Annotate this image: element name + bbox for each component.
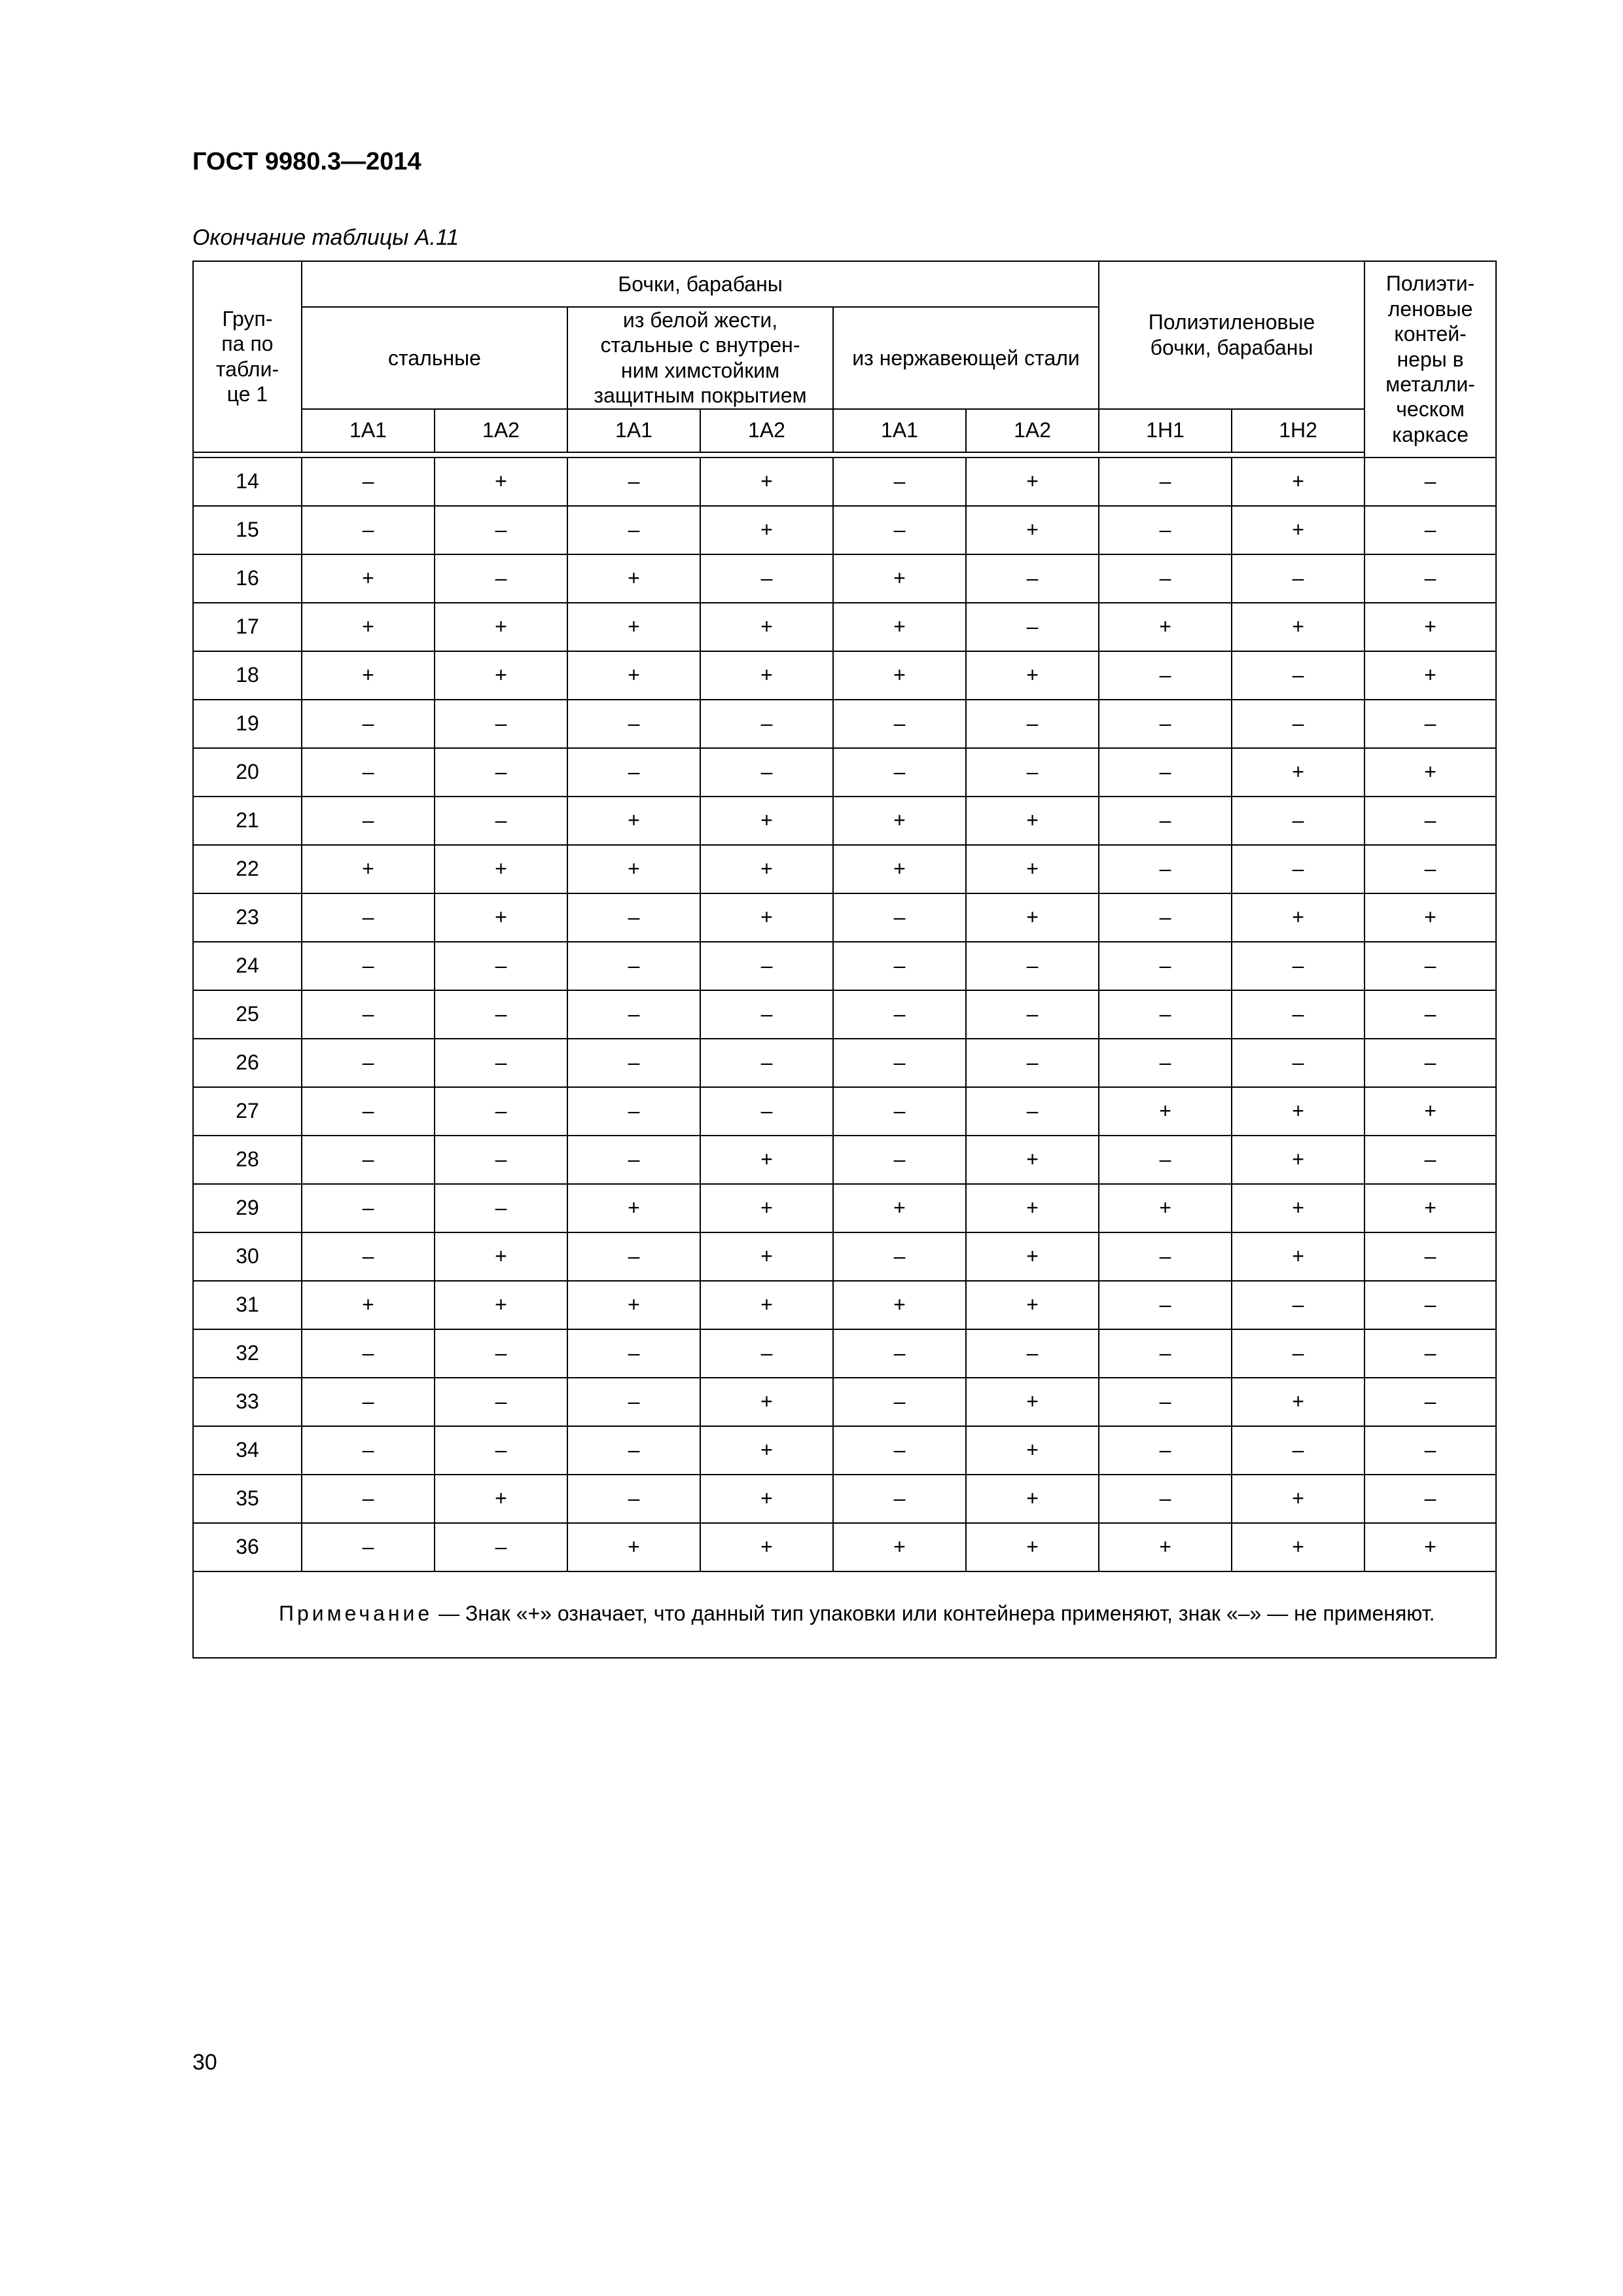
row-value-cell: – xyxy=(966,1329,1099,1378)
code-cell: 1Н2 xyxy=(1232,409,1364,452)
row-value-cell: + xyxy=(966,457,1099,506)
row-value-cell: + xyxy=(435,1281,567,1329)
row-value-cell: – xyxy=(302,1426,435,1475)
row-value-cell: – xyxy=(833,457,966,506)
row-group-cell: 27 xyxy=(193,1087,302,1136)
note-label: Примечание xyxy=(279,1602,433,1626)
table-row xyxy=(193,942,1496,990)
row-value-cell: + xyxy=(966,651,1099,700)
row-value-cell: – xyxy=(1232,554,1364,603)
row-value-cell: + xyxy=(567,797,700,845)
code-cell: 1Н1 xyxy=(1099,409,1232,452)
row-value-cell: – xyxy=(302,942,435,990)
row-value-cell: + xyxy=(700,797,833,845)
row-value-cell: – xyxy=(302,1475,435,1523)
row-value-cell: – xyxy=(302,797,435,845)
row-value-cell: – xyxy=(966,603,1099,651)
row-value-cell: + xyxy=(1364,603,1496,651)
row-value-cell: + xyxy=(435,1232,567,1281)
row-value-cell: – xyxy=(435,700,567,748)
row-value-cell: – xyxy=(833,1087,966,1136)
row-group-cell: 26 xyxy=(193,1039,302,1087)
table-row xyxy=(193,506,1496,554)
row-value-cell: + xyxy=(1232,1184,1364,1232)
row-value-cell: + xyxy=(567,845,700,893)
row-value-cell: – xyxy=(1364,1329,1496,1378)
row-value-cell: + xyxy=(966,1232,1099,1281)
row-value-cell: + xyxy=(966,845,1099,893)
code-cell: 1А1 xyxy=(302,409,435,452)
row-value-cell: – xyxy=(1099,1281,1232,1329)
row-value-cell: – xyxy=(302,457,435,506)
row-value-cell: + xyxy=(966,1475,1099,1523)
row-value-cell: – xyxy=(302,1523,435,1571)
row-value-cell: – xyxy=(1364,1378,1496,1426)
row-value-cell: – xyxy=(833,1378,966,1426)
row-value-cell: + xyxy=(700,1426,833,1475)
row-value-cell: – xyxy=(302,1329,435,1378)
row-value-cell: + xyxy=(1364,1184,1496,1232)
row-value-cell: – xyxy=(435,1426,567,1475)
row-value-cell: – xyxy=(700,942,833,990)
row-value-cell: + xyxy=(966,1378,1099,1426)
row-value-cell: – xyxy=(435,990,567,1039)
row-value-cell: + xyxy=(1232,1136,1364,1184)
row-value-cell: – xyxy=(1099,651,1232,700)
row-value-cell: + xyxy=(567,603,700,651)
row-value-cell: – xyxy=(1099,990,1232,1039)
row-value-cell: + xyxy=(700,1475,833,1523)
row-value-cell: – xyxy=(833,700,966,748)
row-value-cell: – xyxy=(700,990,833,1039)
row-group-cell: 16 xyxy=(193,554,302,603)
row-value-cell: + xyxy=(1364,1087,1496,1136)
row-value-cell: + xyxy=(966,506,1099,554)
row-value-cell: – xyxy=(435,1087,567,1136)
row-value-cell: + xyxy=(302,845,435,893)
row-value-cell: + xyxy=(700,506,833,554)
row-value-cell: + xyxy=(435,603,567,651)
row-value-cell: + xyxy=(966,1523,1099,1571)
row-value-cell: – xyxy=(700,700,833,748)
header-group: Груп- па по табли- це 1 xyxy=(193,261,302,452)
row-value-cell: – xyxy=(966,1039,1099,1087)
row-value-cell: – xyxy=(302,1136,435,1184)
table-row xyxy=(193,1087,1496,1136)
row-value-cell: – xyxy=(833,990,966,1039)
row-value-cell: – xyxy=(435,554,567,603)
header-poly-containers: Полиэти- леновые контей- неры в металли- ческом каркасе xyxy=(1364,261,1496,457)
row-value-cell: – xyxy=(302,700,435,748)
row-value-cell: – xyxy=(567,748,700,797)
table-body xyxy=(193,457,1496,1571)
row-value-cell: – xyxy=(1364,1232,1496,1281)
document-header: ГОСТ 9980.3—2014 xyxy=(192,148,421,175)
row-group-cell: 25 xyxy=(193,990,302,1039)
row-value-cell: – xyxy=(700,748,833,797)
row-group-cell: 24 xyxy=(193,942,302,990)
row-value-cell: – xyxy=(302,506,435,554)
row-value-cell: – xyxy=(567,457,700,506)
row-value-cell: – xyxy=(302,1087,435,1136)
row-value-cell: + xyxy=(1099,603,1232,651)
row-value-cell: – xyxy=(833,1039,966,1087)
table-row xyxy=(193,651,1496,700)
row-value-cell: – xyxy=(567,506,700,554)
row-value-cell: – xyxy=(1232,797,1364,845)
row-value-cell: – xyxy=(700,1087,833,1136)
row-value-cell: – xyxy=(302,893,435,942)
header-separator xyxy=(193,452,1364,457)
row-value-cell: – xyxy=(567,1329,700,1378)
row-value-cell: – xyxy=(833,1232,966,1281)
row-value-cell: + xyxy=(1099,1087,1232,1136)
table-row xyxy=(193,1329,1496,1378)
row-value-cell: – xyxy=(567,942,700,990)
row-value-cell: – xyxy=(1364,990,1496,1039)
row-value-cell: – xyxy=(1364,1475,1496,1523)
row-value-cell: + xyxy=(833,1281,966,1329)
table-row xyxy=(193,1039,1496,1087)
header-codes-row xyxy=(193,409,1496,452)
row-group-cell: 30 xyxy=(193,1232,302,1281)
row-value-cell: + xyxy=(1232,1523,1364,1571)
row-value-cell: – xyxy=(1364,506,1496,554)
row-value-cell: + xyxy=(966,1136,1099,1184)
row-value-cell: – xyxy=(1232,700,1364,748)
table-row xyxy=(193,554,1496,603)
row-value-cell: + xyxy=(966,797,1099,845)
row-value-cell: + xyxy=(567,1281,700,1329)
row-value-cell: – xyxy=(302,1039,435,1087)
code-cell: 1А1 xyxy=(833,409,966,452)
row-value-cell: – xyxy=(1099,457,1232,506)
row-value-cell: + xyxy=(966,1426,1099,1475)
row-value-cell: + xyxy=(302,554,435,603)
table-row xyxy=(193,1475,1496,1523)
row-value-cell: – xyxy=(1364,1281,1496,1329)
row-value-cell: – xyxy=(1364,1426,1496,1475)
row-value-cell: – xyxy=(1364,1039,1496,1087)
row-value-cell: – xyxy=(1232,1039,1364,1087)
row-value-cell: + xyxy=(302,1281,435,1329)
row-value-cell: – xyxy=(1364,797,1496,845)
row-value-cell: – xyxy=(1099,1426,1232,1475)
row-value-cell: – xyxy=(435,1523,567,1571)
table-row xyxy=(193,1523,1496,1571)
row-value-cell: + xyxy=(966,1184,1099,1232)
row-value-cell: – xyxy=(567,990,700,1039)
row-value-cell: – xyxy=(833,1329,966,1378)
row-value-cell: – xyxy=(1364,700,1496,748)
row-value-cell: + xyxy=(833,797,966,845)
row-value-cell: – xyxy=(1364,942,1496,990)
row-group-cell: 28 xyxy=(193,1136,302,1184)
table-note xyxy=(193,1571,1496,1658)
table-row xyxy=(193,457,1496,506)
code-cell: 1А2 xyxy=(435,409,567,452)
row-value-cell: + xyxy=(302,651,435,700)
row-value-cell: – xyxy=(1099,893,1232,942)
row-value-cell: + xyxy=(435,457,567,506)
row-value-cell: – xyxy=(302,1378,435,1426)
row-value-cell: – xyxy=(1364,1136,1496,1184)
page-number: 30 xyxy=(192,2050,217,2075)
table-row xyxy=(193,1136,1496,1184)
row-value-cell: – xyxy=(1232,1281,1364,1329)
row-value-cell: + xyxy=(1232,1087,1364,1136)
row-value-cell: – xyxy=(966,1087,1099,1136)
row-value-cell: + xyxy=(1099,1184,1232,1232)
row-value-cell: + xyxy=(1364,893,1496,942)
header-steel: стальные xyxy=(302,307,567,409)
row-value-cell: – xyxy=(1099,1136,1232,1184)
row-group-cell: 33 xyxy=(193,1378,302,1426)
row-value-cell: + xyxy=(435,651,567,700)
row-value-cell: – xyxy=(1099,1039,1232,1087)
table-row xyxy=(193,893,1496,942)
table-row xyxy=(193,1184,1496,1232)
row-value-cell: – xyxy=(302,990,435,1039)
row-value-cell: – xyxy=(833,1475,966,1523)
row-value-cell: – xyxy=(435,1136,567,1184)
table-row xyxy=(193,603,1496,651)
row-value-cell: – xyxy=(302,1184,435,1232)
row-value-cell: – xyxy=(567,1136,700,1184)
row-value-cell: + xyxy=(1364,748,1496,797)
row-value-cell: – xyxy=(1364,845,1496,893)
row-value-cell: – xyxy=(833,506,966,554)
row-value-cell: – xyxy=(1099,700,1232,748)
row-value-cell: – xyxy=(567,1378,700,1426)
row-value-cell: + xyxy=(1364,651,1496,700)
row-group-cell: 19 xyxy=(193,700,302,748)
row-group-cell: 17 xyxy=(193,603,302,651)
row-value-cell: + xyxy=(435,845,567,893)
row-value-cell: + xyxy=(833,651,966,700)
row-value-cell: + xyxy=(1364,1523,1496,1571)
row-value-cell: – xyxy=(700,1039,833,1087)
row-value-cell: – xyxy=(567,1232,700,1281)
row-value-cell: – xyxy=(833,1136,966,1184)
row-group-cell: 18 xyxy=(193,651,302,700)
row-value-cell: + xyxy=(700,845,833,893)
row-value-cell: + xyxy=(700,1232,833,1281)
row-value-cell: + xyxy=(435,893,567,942)
row-group-cell: 31 xyxy=(193,1281,302,1329)
row-value-cell: + xyxy=(700,1523,833,1571)
table-row xyxy=(193,990,1496,1039)
row-value-cell: – xyxy=(567,1426,700,1475)
row-value-cell: – xyxy=(1099,748,1232,797)
row-value-cell: + xyxy=(700,603,833,651)
row-value-cell: – xyxy=(435,1329,567,1378)
row-value-cell: – xyxy=(567,700,700,748)
row-value-cell: – xyxy=(1232,1329,1364,1378)
row-value-cell: – xyxy=(435,797,567,845)
row-value-cell: – xyxy=(567,1475,700,1523)
row-value-cell: – xyxy=(302,1232,435,1281)
table-row xyxy=(193,1232,1496,1281)
row-value-cell: + xyxy=(833,603,966,651)
compatibility-table xyxy=(192,260,1497,1659)
code-cell: 1А2 xyxy=(966,409,1099,452)
row-value-cell: – xyxy=(1099,942,1232,990)
row-group-cell: 15 xyxy=(193,506,302,554)
row-value-cell: – xyxy=(1232,942,1364,990)
header-poly-drums: Полиэтиленовые бочки, барабаны xyxy=(1099,261,1364,409)
row-group-cell: 34 xyxy=(193,1426,302,1475)
row-value-cell: + xyxy=(833,1184,966,1232)
row-value-cell: + xyxy=(1232,748,1364,797)
row-value-cell: + xyxy=(1099,1523,1232,1571)
row-group-cell: 35 xyxy=(193,1475,302,1523)
row-group-cell: 23 xyxy=(193,893,302,942)
row-value-cell: – xyxy=(1099,797,1232,845)
row-value-cell: – xyxy=(1232,651,1364,700)
row-value-cell: – xyxy=(435,1039,567,1087)
row-value-cell: – xyxy=(302,748,435,797)
row-value-cell: – xyxy=(1099,1475,1232,1523)
table-row xyxy=(193,797,1496,845)
row-group-cell: 36 xyxy=(193,1523,302,1571)
row-value-cell: + xyxy=(567,1184,700,1232)
row-value-cell: + xyxy=(567,651,700,700)
row-value-cell: + xyxy=(700,1378,833,1426)
row-value-cell: + xyxy=(700,1281,833,1329)
row-value-cell: + xyxy=(435,1475,567,1523)
row-value-cell: – xyxy=(1232,1426,1364,1475)
row-value-cell: – xyxy=(966,748,1099,797)
table-caption: Окончание таблицы А.11 xyxy=(192,225,459,250)
row-value-cell: + xyxy=(1232,457,1364,506)
row-value-cell: + xyxy=(567,1523,700,1571)
row-value-cell: + xyxy=(302,603,435,651)
row-value-cell: – xyxy=(435,1378,567,1426)
row-value-cell: – xyxy=(1232,845,1364,893)
row-value-cell: + xyxy=(1232,1232,1364,1281)
row-value-cell: – xyxy=(567,893,700,942)
row-value-cell: – xyxy=(435,1184,567,1232)
row-value-cell: – xyxy=(1099,554,1232,603)
row-value-cell: – xyxy=(435,942,567,990)
row-value-cell: + xyxy=(1232,603,1364,651)
row-value-cell: + xyxy=(833,845,966,893)
row-value-cell: + xyxy=(567,554,700,603)
note-text: — Знак «+» означает, что данный тип упаковки или контейнера применяют, знак «–» — не применяют. xyxy=(433,1602,1435,1626)
table-row xyxy=(193,700,1496,748)
row-value-cell: – xyxy=(966,554,1099,603)
row-group-cell: 21 xyxy=(193,797,302,845)
row-value-cell: – xyxy=(1099,1232,1232,1281)
code-cell: 1А2 xyxy=(700,409,833,452)
row-value-cell: + xyxy=(700,1184,833,1232)
header-drums: Бочки, барабаны xyxy=(302,261,1099,307)
row-value-cell: – xyxy=(1099,506,1232,554)
row-group-cell: 22 xyxy=(193,845,302,893)
row-value-cell: + xyxy=(1232,1475,1364,1523)
row-value-cell: – xyxy=(833,942,966,990)
row-value-cell: + xyxy=(700,1136,833,1184)
row-value-cell: – xyxy=(1099,845,1232,893)
row-value-cell: – xyxy=(966,942,1099,990)
row-group-cell: 20 xyxy=(193,748,302,797)
header-stainless: из нержавеющей стали xyxy=(833,307,1099,409)
row-value-cell: + xyxy=(700,893,833,942)
row-value-cell: – xyxy=(966,700,1099,748)
row-value-cell: – xyxy=(1099,1329,1232,1378)
row-value-cell: – xyxy=(966,990,1099,1039)
table-row xyxy=(193,1426,1496,1475)
code-cell: 1А1 xyxy=(567,409,700,452)
row-value-cell: – xyxy=(435,506,567,554)
row-group-cell: 14 xyxy=(193,457,302,506)
row-value-cell: + xyxy=(700,651,833,700)
row-value-cell: – xyxy=(1099,1378,1232,1426)
row-value-cell: – xyxy=(1232,990,1364,1039)
row-group-cell: 32 xyxy=(193,1329,302,1378)
table-row xyxy=(193,1378,1496,1426)
table-row xyxy=(193,845,1496,893)
row-value-cell: + xyxy=(1232,506,1364,554)
row-value-cell: – xyxy=(833,748,966,797)
row-value-cell: + xyxy=(1232,893,1364,942)
row-value-cell: – xyxy=(435,748,567,797)
row-value-cell: + xyxy=(833,1523,966,1571)
row-value-cell: – xyxy=(567,1087,700,1136)
table-row xyxy=(193,748,1496,797)
header-tinplate: из белой жести, стальные с внутрен- ним химстойким защитным покрытием xyxy=(567,307,833,409)
row-value-cell: + xyxy=(966,1281,1099,1329)
row-value-cell: + xyxy=(966,893,1099,942)
row-value-cell: + xyxy=(833,554,966,603)
row-value-cell: – xyxy=(700,1329,833,1378)
row-value-cell: – xyxy=(1364,554,1496,603)
row-group-cell: 29 xyxy=(193,1184,302,1232)
table-row xyxy=(193,1281,1496,1329)
row-value-cell: + xyxy=(700,457,833,506)
row-value-cell: – xyxy=(1364,457,1496,506)
row-value-cell: + xyxy=(1232,1378,1364,1426)
row-value-cell: – xyxy=(700,554,833,603)
row-value-cell: – xyxy=(833,1426,966,1475)
row-value-cell: – xyxy=(833,893,966,942)
row-value-cell: – xyxy=(567,1039,700,1087)
